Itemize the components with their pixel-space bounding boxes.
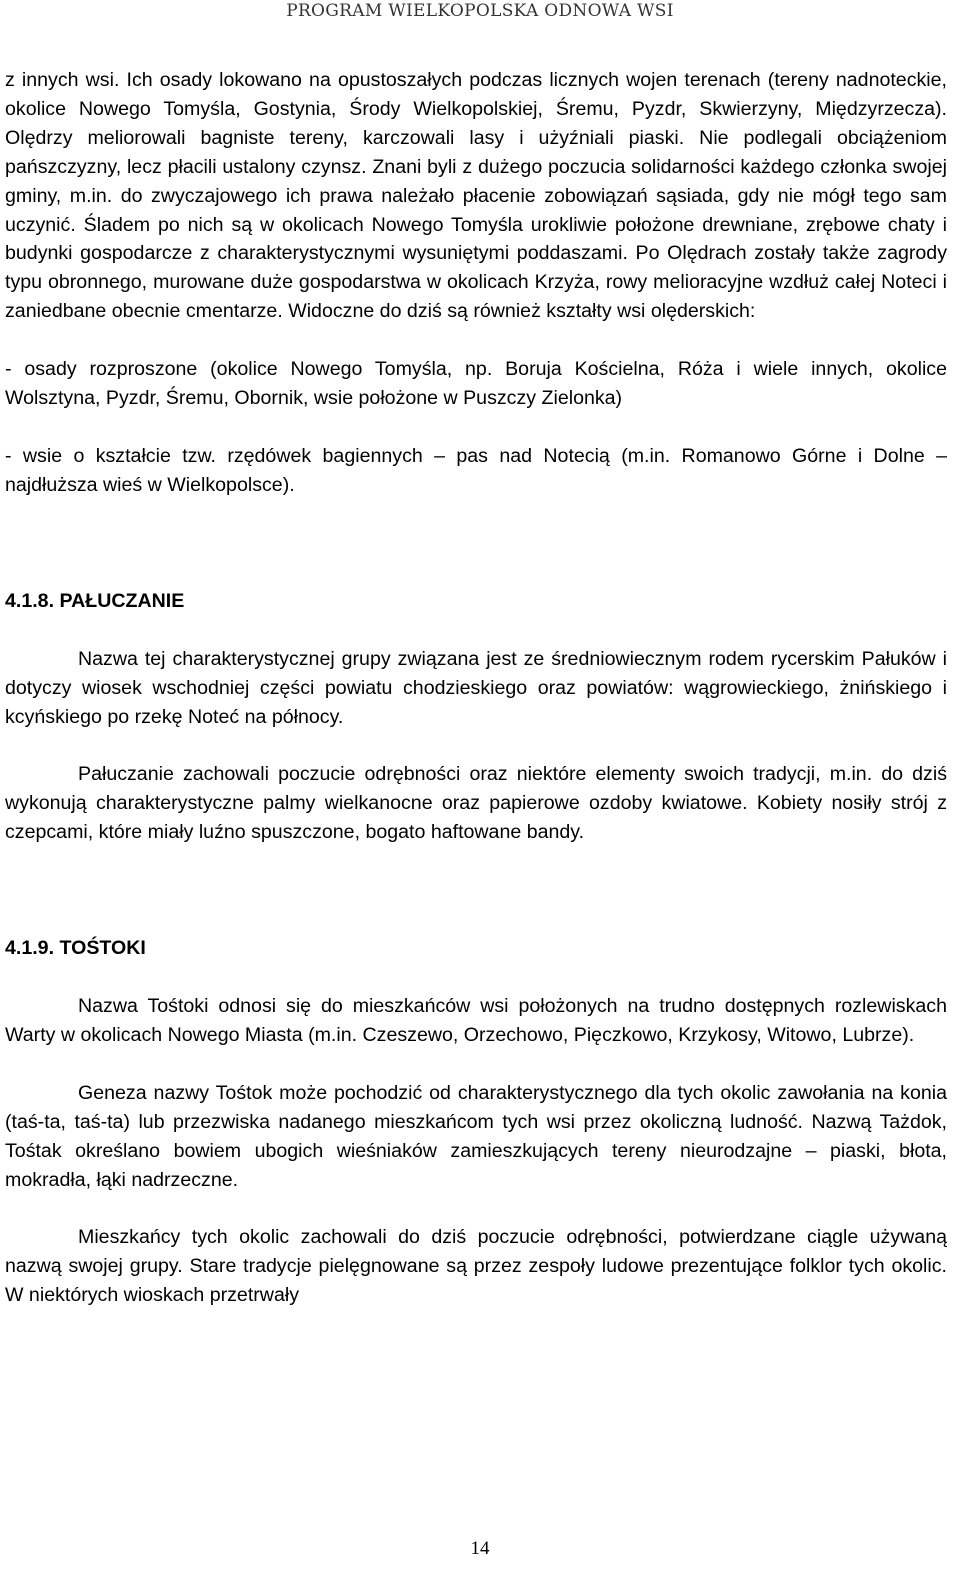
page-number: 14	[470, 1538, 490, 1559]
section-heading-tostoki	[5, 934, 947, 963]
list-item-marsh-row-villages: - wsie o kształcie tzw. rzędówek bagiennych – pas nad Notecią (m.in. Romanowo Górne i Dolne – najdłuższa wieś w Wielkopolsce).	[5, 444, 947, 496]
paragraph-intro: z innych wsi. Ich osady lokowano na opustoszałych podczas licznych wojen terenach (tereny nadnoteckie, okolice Nowego Tomyśla, Gostynia, Środy Wielkopolskiej, Śremu, Pyzdr, Skwierzyny, Międzyrzecza). Olędrzy meliorowali bagniste tereny, karczowali lasy i użyźniali piaski. Nie podlegali obciążeniom pańszczyzny, lecz płacili ustalony czynsz. Znani byli z dużego poczucia solidarności każdego członka swojej gminy, m.in. do zwyczajowego ich prawa należało płacenie zobowiązań sąsiada, gdy nie mógł tego sam uczynić. Śladem po nich są w okolicach Nowego Tomyśla urokliwie położone drewniane, zrębowe chaty i budynki gospodarcze z charakterystycznymi wysuniętymi poddaszami. Po Olędrach zostały także zagrody typu obronnego, murowane duże gospodarstwa w okolicach Krzyża, rowy melioracyjne wzdłuż całej Noteci i zaniedbane obecnie cmentarze. Widoczne do dziś są również kształty wsi olęderskich:	[5, 69, 947, 323]
document-body	[5, 66, 947, 1310]
list-item-scattered-settlements: - osady rozproszone (okolice Nowego Tomyśla, np. Boruja Kościelna, Róża i wiele innych, okolice Wolsztyna, Pyzdr, Śremu, Obornik, wsie położone w Puszczy Zielonka)	[5, 358, 947, 410]
section-title: PAŁUCZANIE	[59, 589, 185, 612]
running-header: PROGRAM WIELKOPOLSKA ODNOWA WSI	[286, 1, 674, 21]
section-heading-paluczanie	[5, 587, 947, 616]
paragraph-tostoki-1: Nazwa Tośtoki odnosi się do mieszkańców wsi położonych na trudno dostępnych rozlewiskach Warty w okolicach Nowego Miasta (m.in. Czeszewo, Orzechowo, Pięczkowo, Krzykosy, Witowo, Lubrze).	[5, 995, 947, 1046]
paragraph-paluczanie-2: Pałuczanie zachowali poczucie odrębności oraz niektóre elementy swoich tradycji, m.in. do dziś wykonują charakterystyczne palmy wielkanocne oraz papierowe ozdoby kwiatowe. Kobiety nosiły strój z czepcami, które miały luźno spuszczone, bogato haftowane bandy.	[5, 763, 947, 844]
section-number: 4.1.8.	[5, 589, 55, 612]
section-title: TOŚTOKI	[59, 937, 146, 960]
section-number: 4.1.9.	[5, 937, 55, 960]
paragraph-tostoki-2: Geneza nazwy Tośtok może pochodzić od charakterystycznego dla tych okolic zawołania na konia (taś-ta, taś-ta) lub przezwiska nadanego mieszkańcom tych wsi przez okoliczną ludność. Nazwą Tażdok, Tośtak określano bowiem ubogich wieśniaków zamieszkujących tereny nieurodzajne – piaski, błota, mokradła, łąki nadrzeczne.	[5, 1081, 947, 1191]
paragraph-tostoki-3: Mieszkańcy tych okolic zachowali do dziś poczucie odrębności, potwierdzane ciągle używaną nazwą swojej grupy. Stare tradycje pielęgnowane są przez zespoły ludowe prezentujące folklor tych okolic. W niektórych wioskach przetrwały	[5, 1226, 947, 1307]
paragraph-paluczanie-1: Nazwa tej charakterystycznej grupy związana jest ze średniowiecznym rodem rycerskim Pałuków i dotyczy wiosek wschodniej części powiatu chodzieskiego oraz powiatów: wągrowieckiego, żnińskiego i kcyńskiego po rzekę Noteć na północy.	[5, 647, 947, 728]
